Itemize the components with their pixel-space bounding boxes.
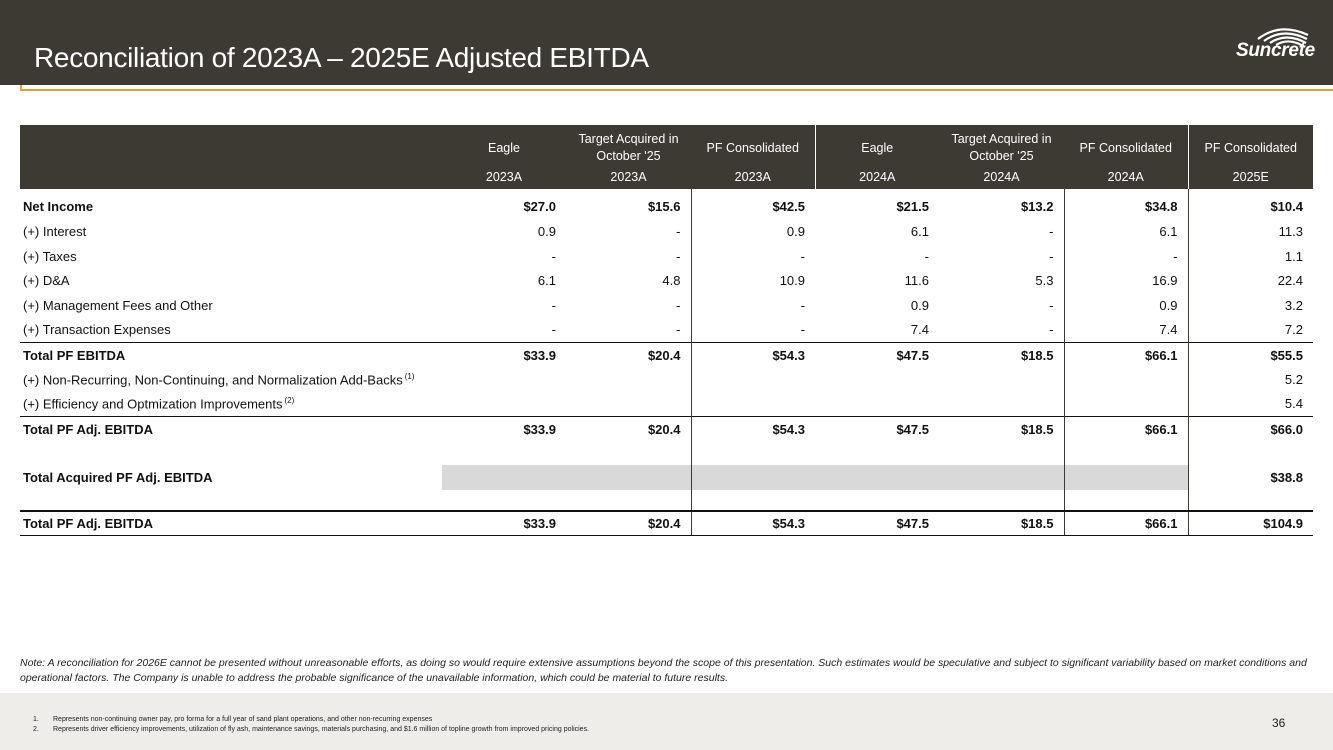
value-cell: 5.3 bbox=[1035, 273, 1054, 289]
value-cell: $20.4 bbox=[566, 511, 691, 536]
value-cell: 7.2 bbox=[1188, 318, 1313, 343]
reconciliation-note: Note: A reconciliation for 2026E cannot be presented without unreasonable efforts, as doing so would require extensive assumptions beyond the scope of this presentation. Such estimates would be speculative and subject to significant variability based on market conditions and operational factors. The Company is unable to address the probable significance of the unavailable information, which could be material to future results. bbox=[20, 657, 1307, 684]
footnotes bbox=[33, 715, 589, 735]
value-cell bbox=[442, 465, 566, 490]
value-cell: $47.5 bbox=[815, 417, 939, 442]
value-cell: 0.9 bbox=[691, 219, 815, 244]
value-cell: $66.1 bbox=[1064, 342, 1188, 367]
row-label-text: (+) Interest bbox=[23, 223, 87, 239]
value-cell: $38.8 bbox=[1188, 465, 1313, 490]
value-cell: 6.1 bbox=[537, 273, 556, 289]
row-label bbox=[20, 392, 442, 417]
column-header-entity: Target Acquired in October '25 bbox=[566, 125, 691, 169]
table-row bbox=[20, 219, 1313, 244]
spacer-cell bbox=[691, 441, 815, 465]
accent-underline bbox=[20, 89, 1333, 91]
value-cell: 1.1 bbox=[1188, 244, 1313, 269]
row-label-text: (+) Efficiency and Optmization Improvements bbox=[23, 396, 283, 412]
spacer-cell bbox=[939, 441, 1064, 465]
row-label-text: Total PF Adj. EBITDA bbox=[23, 515, 153, 531]
header-blank bbox=[20, 169, 442, 189]
value-cell bbox=[939, 367, 1064, 392]
row-label bbox=[20, 342, 442, 367]
table-row bbox=[20, 318, 1313, 343]
value-cell bbox=[815, 392, 939, 417]
row-label bbox=[20, 318, 442, 343]
page-number: 36 bbox=[1272, 716, 1286, 730]
row-label bbox=[20, 189, 442, 219]
logo-wordmark: Suncrete bbox=[1236, 40, 1315, 61]
table-row bbox=[20, 392, 1313, 417]
value-cell: $18.5 bbox=[939, 342, 1064, 367]
value-cell: $33.9 bbox=[442, 342, 566, 367]
value-cell: 0.9 bbox=[537, 223, 556, 239]
value-cell: $104.9 bbox=[1188, 511, 1313, 536]
column-header-entity: PF Consolidated bbox=[1064, 125, 1188, 169]
spacer-cell bbox=[815, 490, 939, 511]
spacer-cell bbox=[1188, 441, 1313, 465]
header-period-row bbox=[20, 169, 1313, 189]
value-cell bbox=[442, 367, 566, 392]
value-cell: 0.9 bbox=[1064, 293, 1188, 318]
value-cell: $34.8 bbox=[1064, 189, 1188, 219]
spacer-cell bbox=[20, 490, 442, 511]
value-cell: 11.3 bbox=[1188, 219, 1313, 244]
row-label bbox=[20, 367, 442, 392]
row-label-text: (+) Taxes bbox=[23, 248, 77, 264]
value-cell: $54.3 bbox=[691, 342, 815, 367]
spacer-cell bbox=[20, 441, 442, 465]
value-cell: $18.5 bbox=[939, 511, 1064, 536]
value-cell: 3.2 bbox=[1188, 293, 1313, 318]
column-header-entity: Eagle bbox=[442, 125, 566, 169]
value-cell: 5.2 bbox=[1188, 367, 1313, 392]
value-cell: $33.9 bbox=[442, 511, 566, 536]
value-cell: - bbox=[1049, 322, 1054, 338]
table-row bbox=[20, 465, 1313, 490]
value-cell: - bbox=[551, 248, 556, 264]
column-header-period: 2023A bbox=[566, 169, 691, 189]
company-logo bbox=[1232, 22, 1324, 66]
spacer-cell bbox=[1064, 441, 1188, 465]
row-label bbox=[20, 219, 442, 244]
value-cell: 6.1 bbox=[1064, 219, 1188, 244]
value-cell: - bbox=[551, 297, 556, 313]
value-cell: - bbox=[691, 293, 815, 318]
spacer-cell bbox=[566, 490, 691, 511]
table-row bbox=[20, 417, 1313, 442]
value-cell bbox=[691, 367, 815, 392]
value-cell: 22.4 bbox=[1188, 268, 1313, 293]
value-cell: - bbox=[1064, 244, 1188, 269]
header-entity-row bbox=[20, 125, 1313, 169]
value-cell: - bbox=[676, 248, 681, 264]
value-cell bbox=[566, 367, 691, 392]
value-cell bbox=[815, 465, 939, 490]
row-label-text: Net Income bbox=[23, 199, 94, 214]
column-header-entity: Eagle bbox=[815, 125, 939, 169]
row-label-text: (+) Non-Recurring, Non-Continuing, and Normalization Add-Backs bbox=[23, 372, 403, 388]
value-cell: - bbox=[676, 322, 681, 338]
table-row bbox=[20, 189, 1313, 219]
spacer-row bbox=[20, 490, 1313, 511]
value-cell: $15.6 bbox=[647, 199, 681, 214]
value-cell bbox=[566, 465, 691, 490]
footnote-2: 2. Represents driver efficiency improvements, utilization of fly ash, maintenance savings, materials purchasing, and $1.6 million of topline growth from improved pricing policies. bbox=[33, 726, 590, 733]
spacer-cell bbox=[1064, 490, 1188, 511]
value-cell: $54.3 bbox=[691, 417, 815, 442]
spacer-cell bbox=[815, 441, 939, 465]
value-cell: $47.5 bbox=[815, 511, 939, 536]
value-cell: 4.8 bbox=[662, 273, 681, 289]
column-header-period: 2024A bbox=[815, 169, 939, 189]
table-row bbox=[20, 268, 1313, 293]
table-row bbox=[20, 511, 1313, 536]
value-cell: - bbox=[676, 297, 681, 313]
value-cell: - bbox=[1049, 248, 1054, 264]
value-cell: $55.5 bbox=[1188, 342, 1313, 367]
row-label bbox=[20, 268, 442, 293]
value-cell: $47.5 bbox=[815, 342, 939, 367]
value-cell: 7.4 bbox=[1064, 318, 1188, 343]
spacer-cell bbox=[442, 490, 566, 511]
spacer-cell bbox=[442, 441, 566, 465]
value-cell: - bbox=[924, 248, 929, 264]
value-cell: $33.9 bbox=[442, 417, 566, 442]
value-cell: - bbox=[676, 223, 681, 239]
value-cell bbox=[1064, 392, 1188, 417]
row-label-text: Total PF Adj. EBITDA bbox=[23, 421, 153, 437]
footnote-1: 1. Represents non-continuing owner pay, pro forma for a full year of sand plant operations, and other non-recurring expenses bbox=[33, 716, 433, 723]
page-title: Reconciliation of 2023A – 2025E Adjusted EBITDA bbox=[34, 42, 649, 73]
row-label-text: (+) Transaction Expenses bbox=[23, 322, 171, 338]
footnote-marker: (1) bbox=[404, 371, 415, 381]
table-row bbox=[20, 342, 1313, 367]
table-row bbox=[20, 244, 1313, 269]
column-header-period: 2023A bbox=[442, 169, 566, 189]
column-header-period: 2023A bbox=[691, 169, 815, 189]
column-header-entity: PF Consolidated bbox=[691, 125, 815, 169]
spacer-cell bbox=[1188, 490, 1313, 511]
value-cell bbox=[939, 392, 1064, 417]
value-cell: $20.4 bbox=[566, 342, 691, 367]
header-blank bbox=[20, 125, 442, 169]
row-label bbox=[20, 417, 442, 442]
column-header-period: 2025E bbox=[1188, 169, 1313, 189]
column-header-period: 2024A bbox=[1064, 169, 1188, 189]
value-cell: 7.4 bbox=[910, 322, 929, 338]
row-label bbox=[20, 465, 442, 490]
row-label-text: Total PF EBITDA bbox=[23, 347, 126, 363]
value-cell: - bbox=[1049, 223, 1054, 239]
value-cell: - bbox=[691, 318, 815, 343]
row-label-text: Total Acquired PF Adj. EBITDA bbox=[23, 470, 213, 486]
value-cell: - bbox=[691, 244, 815, 269]
value-cell: $10.4 bbox=[1188, 189, 1313, 219]
value-cell: 10.9 bbox=[691, 268, 815, 293]
value-cell bbox=[815, 367, 939, 392]
value-cell: 6.1 bbox=[910, 223, 929, 239]
spacer-cell bbox=[691, 490, 815, 511]
value-cell bbox=[566, 392, 691, 417]
spacer-row bbox=[20, 441, 1313, 465]
value-cell: 5.4 bbox=[1188, 392, 1313, 417]
value-cell: 0.9 bbox=[910, 297, 929, 313]
value-cell bbox=[442, 392, 566, 417]
value-cell: $66.1 bbox=[1064, 511, 1188, 536]
value-cell bbox=[691, 465, 815, 490]
value-cell: 11.6 bbox=[904, 273, 929, 289]
value-cell: $66.1 bbox=[1064, 417, 1188, 442]
value-cell: $18.5 bbox=[939, 417, 1064, 442]
footnote-marker: (2) bbox=[284, 396, 295, 406]
table-row bbox=[20, 367, 1313, 392]
value-cell: $21.5 bbox=[896, 199, 929, 214]
value-cell: $54.3 bbox=[691, 511, 815, 536]
value-cell: $27.0 bbox=[523, 199, 556, 214]
row-label bbox=[20, 511, 442, 536]
value-cell bbox=[1064, 465, 1188, 490]
row-label-text: (+) D&A bbox=[23, 273, 70, 289]
ebitda-reconciliation-table bbox=[20, 125, 1313, 536]
value-cell bbox=[691, 392, 815, 417]
value-cell: - bbox=[551, 322, 556, 338]
spacer-cell bbox=[939, 490, 1064, 511]
row-label-text: (+) Management Fees and Other bbox=[23, 297, 213, 313]
value-cell: $66.0 bbox=[1188, 417, 1313, 442]
row-label bbox=[20, 293, 442, 318]
value-cell bbox=[1064, 367, 1188, 392]
value-cell: $20.4 bbox=[566, 417, 691, 442]
column-header-entity: Target Acquired in October '25 bbox=[939, 125, 1064, 169]
value-cell: $13.2 bbox=[1020, 199, 1054, 214]
value-cell: 16.9 bbox=[1064, 268, 1188, 293]
row-label bbox=[20, 244, 442, 269]
table-row bbox=[20, 293, 1313, 318]
value-cell: - bbox=[1049, 297, 1054, 313]
column-header-period: 2024A bbox=[939, 169, 1064, 189]
column-header-entity: PF Consolidated bbox=[1188, 125, 1313, 169]
spacer-cell bbox=[566, 441, 691, 465]
value-cell bbox=[939, 465, 1064, 490]
value-cell: $42.5 bbox=[691, 189, 815, 219]
